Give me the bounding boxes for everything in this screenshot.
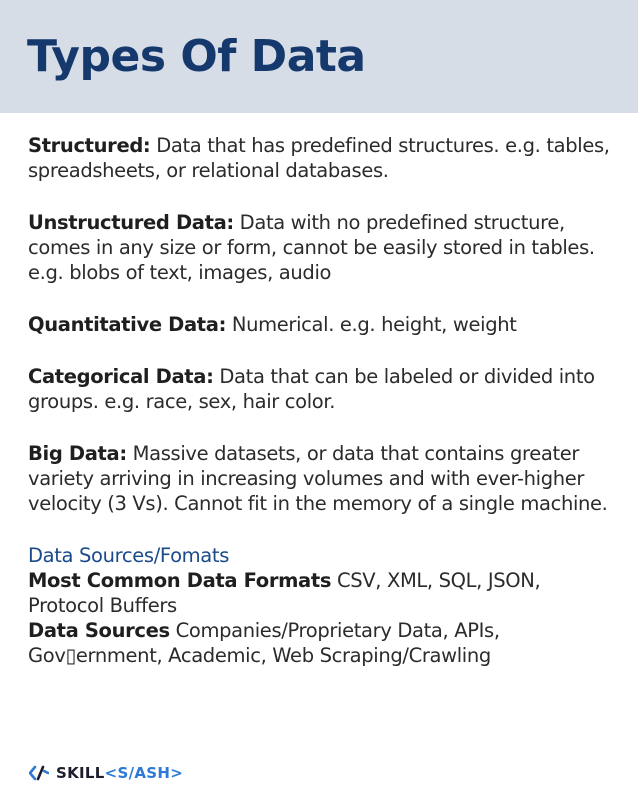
term-label: Categorical Data: [28,365,214,388]
sources-line [28,618,613,668]
formats-term: Most Common Data Formats [28,569,332,592]
definition-text: Data that has predefined structures. e.g. tables, spreadsheets, or relational databases. [28,134,610,182]
sources-text: Companies/Proprietary Data, APIs, Gov▯ernment, Academic, Web Scraping/Crawling [28,619,500,667]
sources-section [28,543,613,668]
logo-text-slash: <S/ASH> [104,764,184,782]
definition-text: Numerical. e.g. height, weight [226,313,517,336]
formats-line [28,568,613,618]
definition-big-data [28,441,613,516]
term-label: Quantitative Data: [28,313,227,336]
definition-structured [28,133,613,183]
definition-text: Massive datasets, or data that contains greater variety arriving in increasing volumes and with ever-higher velocity (3 Vs). Cannot fit in the memory of a single machine. [28,442,608,515]
code-brackets-icon [29,765,49,781]
definition-unstructured [28,210,613,285]
definition-categorical [28,364,613,414]
term-label: Unstructured Data: [28,211,234,234]
sources-term: Data Sources [28,619,170,642]
sources-heading: Data Sources/Fomats [28,544,230,567]
definition-text: Data that can be labeled or divided into groups. e.g. race, sex, hair color. [28,365,595,413]
definition-text: Data with no predefined structure, comes in any size or form, cannot be easily stored in tables. e.g. blobs of text, images, audio [28,211,595,284]
formats-text: CSV, XML, SQL, JSON, Protocol Buffers [28,569,541,617]
definition-quantitative [28,312,613,337]
brand-logo [29,762,183,784]
term-label: Big Data: [28,442,127,465]
header-banner [0,0,638,113]
logo-text-skill: SKILL [56,764,105,782]
term-label: Structured: [28,134,151,157]
page-title: Types Of Data [27,31,366,82]
content [28,133,613,668]
